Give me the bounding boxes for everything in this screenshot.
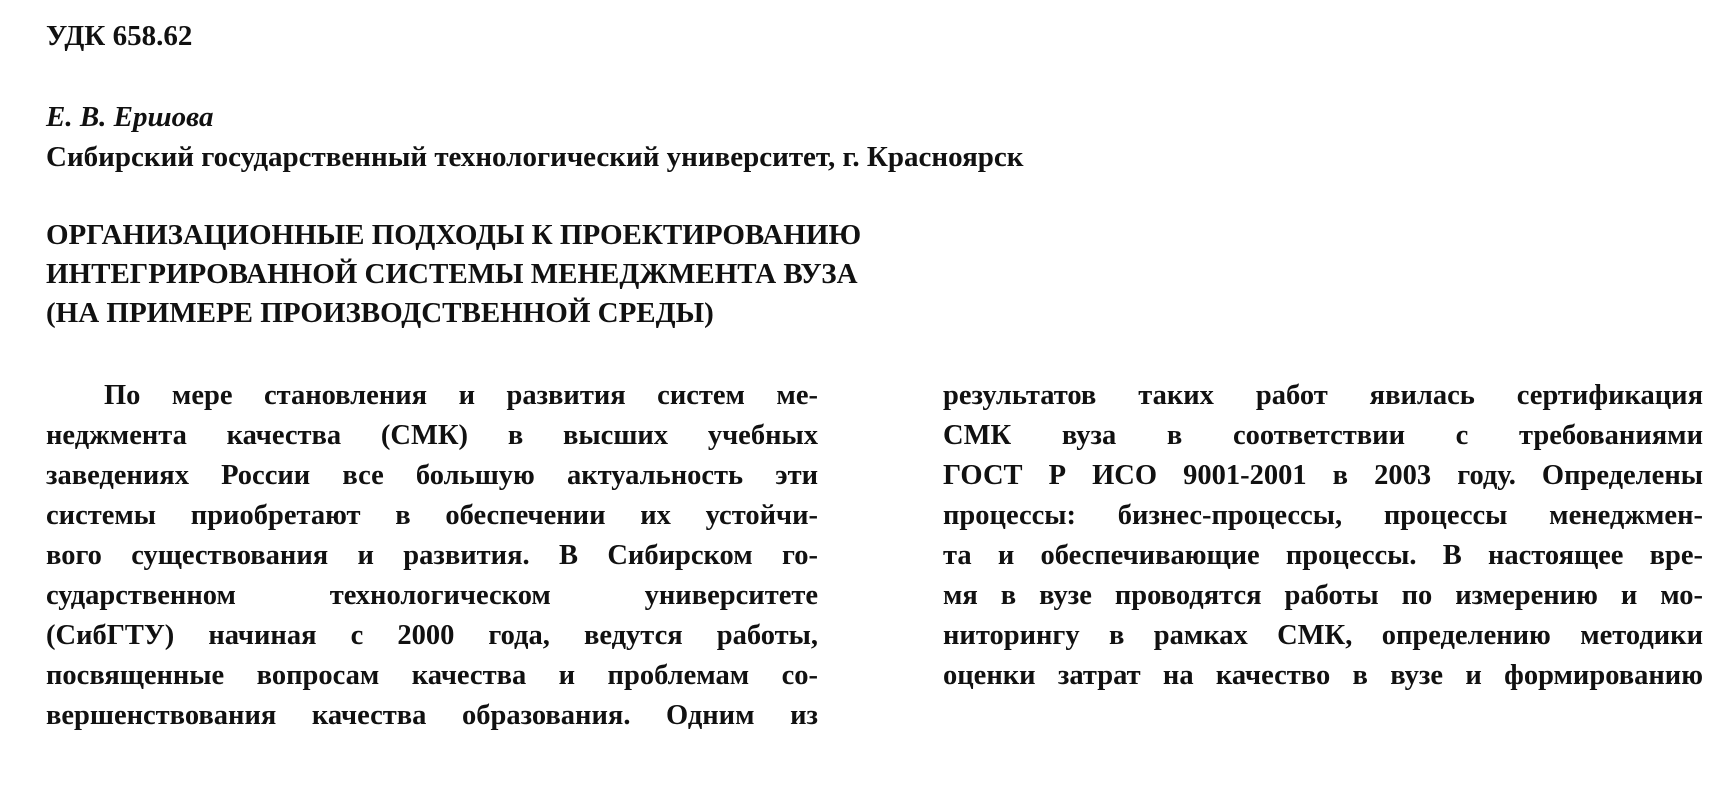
udc-code: УДК 658.62	[46, 20, 193, 52]
body-column-right	[943, 376, 1703, 696]
body-column-left	[46, 376, 818, 736]
body-line: ниторингу в рамках СМК, определению методики	[943, 620, 1703, 651]
body-line: оценки затрат на качество в вузе и формированию	[943, 660, 1703, 691]
title-line: (НА ПРИМЕРЕ ПРОИЗВОДСТВЕННОЙ СРЕДЫ)	[46, 297, 714, 329]
body-line: вого существования и развития. В Сибирском го-	[46, 540, 818, 571]
body-line: заведениях России все большую актуальность эти	[46, 460, 818, 491]
body-line: та и обеспечивающие процессы. В настоящее вре-	[943, 540, 1703, 571]
author-name: Е. В. Ершова	[46, 101, 214, 133]
body-line: ГОСТ Р ИСО 9001-2001 в 2003 году. Определены	[943, 460, 1703, 491]
body-line: сударственном технологическом университете	[46, 580, 818, 611]
body-line: процессы: бизнес-процессы, процессы менеджмен-	[943, 500, 1703, 531]
title-line: ИНТЕГРИРОВАННОЙ СИСТЕМЫ МЕНЕДЖМЕНТА ВУЗА	[46, 258, 858, 290]
body-line: По мере становления и развития систем ме-	[104, 380, 818, 411]
body-line: результатов таких работ явилась сертификация	[943, 380, 1703, 411]
body-line: СМК вуза в соответствии с требованиями	[943, 420, 1703, 451]
body-line: (СибГТУ) начиная с 2000 года, ведутся работы,	[46, 620, 818, 651]
body-line: посвященные вопросам качества и проблемам со-	[46, 660, 818, 691]
body-line: системы приобретают в обеспечении их устойчи-	[46, 500, 818, 531]
body-line: вершенствования качества образования. Одним из	[46, 700, 818, 731]
affiliation: Сибирский государственный технологический университет, г. Красноярск	[46, 141, 1024, 173]
body-line: неджмента качества (СМК) в высших учебных	[46, 420, 818, 451]
title-line: ОРГАНИЗАЦИОННЫЕ ПОДХОДЫ К ПРОЕКТИРОВАНИЮ	[46, 219, 862, 251]
body-line: мя в вузе проводятся работы по измерению и мо-	[943, 580, 1703, 611]
article-title	[46, 216, 1146, 333]
